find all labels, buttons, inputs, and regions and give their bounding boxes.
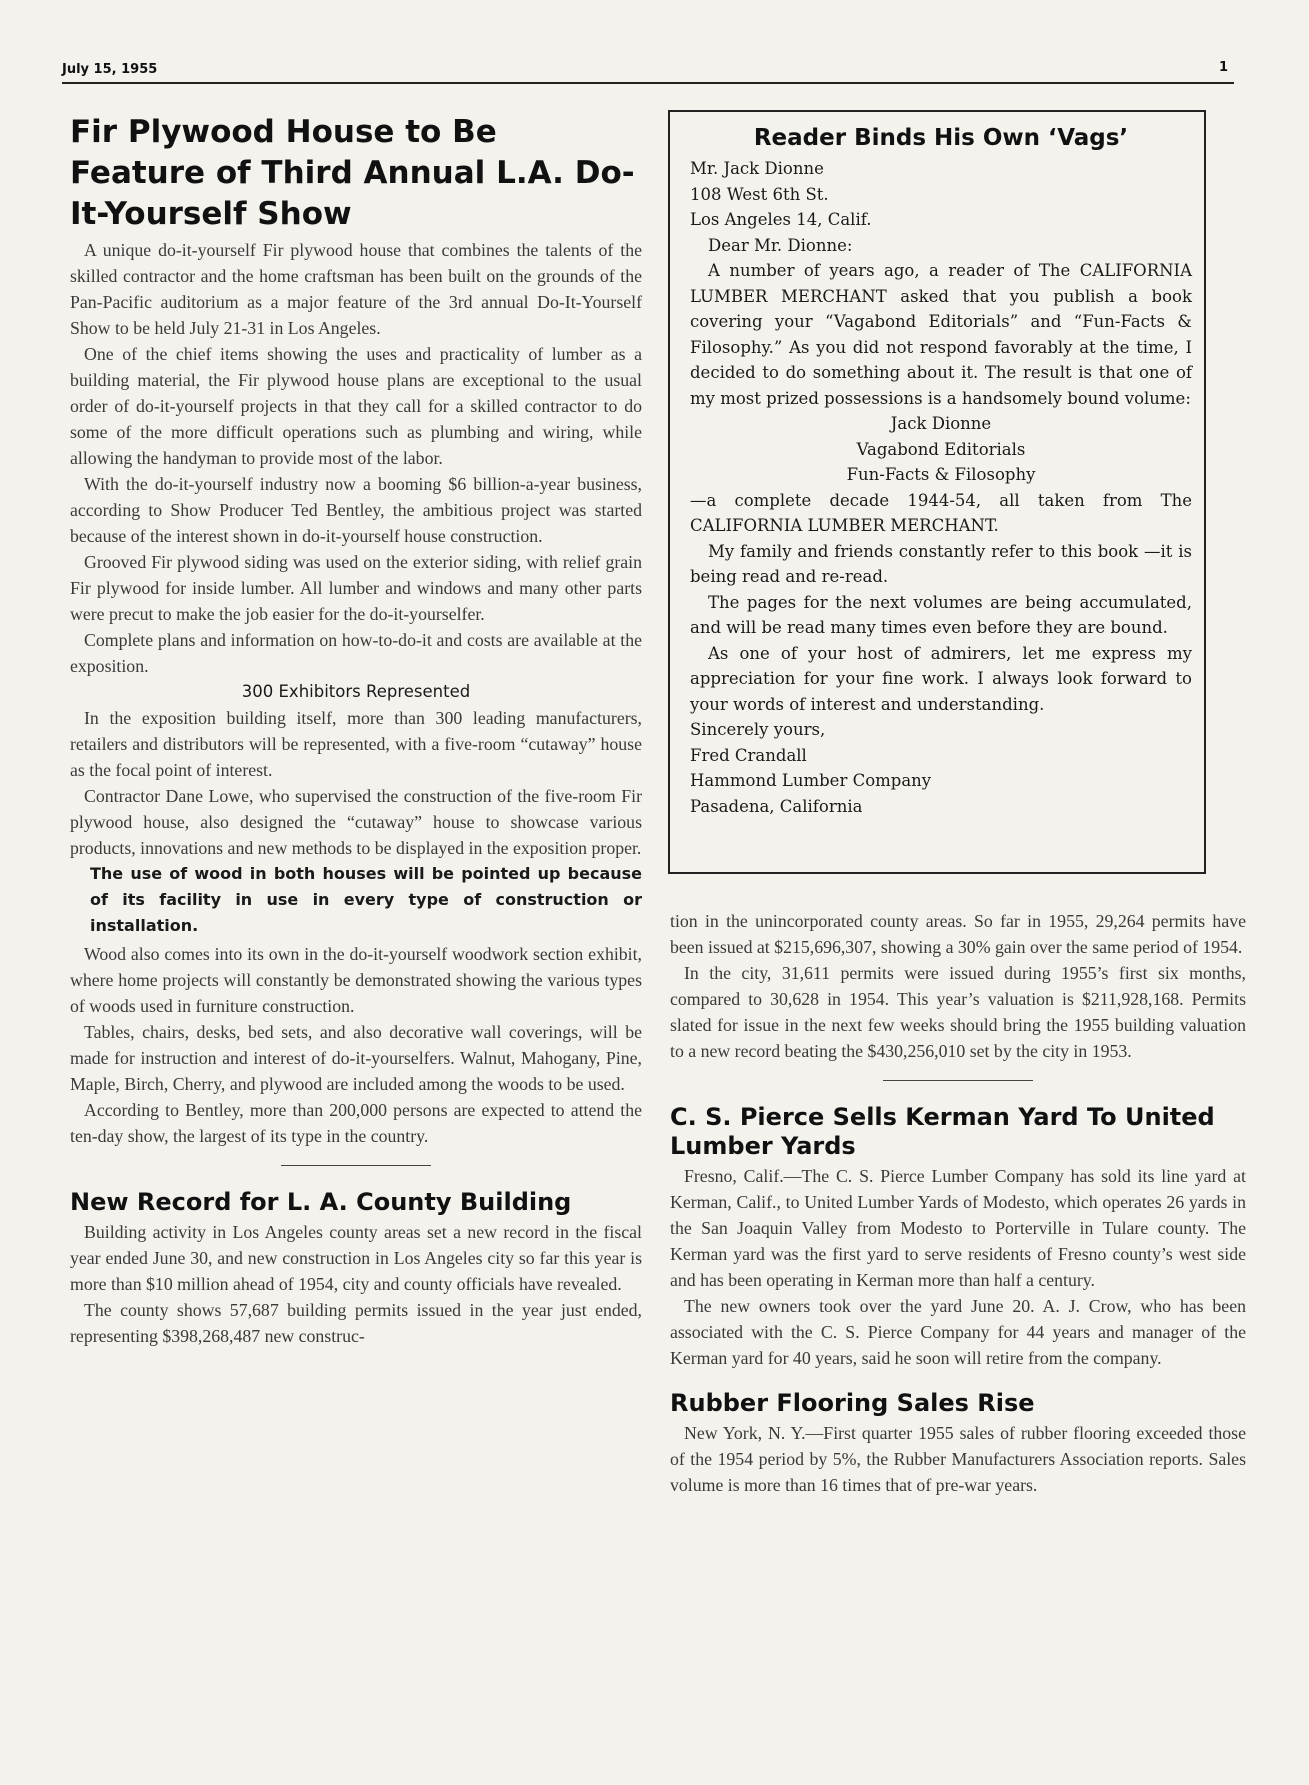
article-paragraph: Grooved Fir plywood siding was used on the exterior siding, with relief grain Fir plywood for inside lumber. All lumber and windows and many other parts were precut to make the job easier for the do-it-yourselfer. — [70, 552, 642, 624]
signature-location: Pasadena, California — [690, 796, 863, 816]
address-line: Los Angeles 14, Calif. — [690, 210, 872, 229]
article-paragraph: Wood also comes into its own in the do-it-yourself woodwork section exhibit, where home projects will constantly be demonstrated showing the various types of woods used in furniture construction. — [70, 944, 642, 1016]
article-headline-fir-plywood: Fir Plywood House to Be Feature of Third Annual L.A. Do-It-Yourself Show — [70, 114, 635, 232]
article-continuation: tion in the unincorporated county areas. So far in 1955, 29,264 permits have been issued at $215,696,307, showing a 30% gain over the same period of 1954. — [670, 911, 1246, 957]
article-headline-la-county: New Record for L. A. County Building — [70, 1188, 572, 1216]
article-paragraph: In the city, 31,611 permits were issued during 1955’s first six months, compared to 30,628 in 1954. This year’s valuation is $211,928,168. Permits slated for issue in the next few weeks should bring the 1955 building valuation to a new record beating the $430,256,010 set by the city in 1953. — [670, 963, 1246, 1061]
letter-paragraph: My family and friends constantly refer to this book —it is being read and re-read. — [690, 541, 1192, 586]
issue-date: July 15, 1955 — [62, 62, 158, 77]
signature-name: Fred Crandall — [690, 745, 807, 765]
closing-line: Sincerely yours, — [690, 720, 826, 739]
article-paragraph: Fresno, Calif.—The C. S. Pierce Lumber Company has sold its line yard at Kerman, Calif., to United Lumber Yards of Modesto, which operates 26 yards in the San Joaquin Valley from Modesto to Porterville in Tulare county. The Kerman yard was the first yard to serve residents of Fresno county’s west side and has been operating in Kerman more than half a century. — [670, 1166, 1246, 1290]
letter-paragraph: A number of years ago, a reader of The CALIFORNIA LUMBER MERCHANT asked that you publish a book covering your “Vagabond Editorials” and “Fun-Facts & Filosophy.” As you did not respond favorably at the time, I decided to do something about it. The result is that one of my most prized possessions is a handsomely bound volume: — [690, 261, 1192, 408]
section-divider — [281, 1165, 431, 1166]
left-column — [70, 112, 642, 1349]
article-paragraph: New York, N. Y.—First quarter 1955 sales of rubber flooring exceeded those of the 1954 period by 5%, the Rubber Manufacturers Association reports. Sales volume is more than 16 times that of pre-war years. — [670, 1423, 1246, 1495]
article-paragraph: Tables, chairs, desks, bed sets, and also decorative wall coverings, will be made for instruction and interest of do-it-yourselfers. Walnut, Mahogany, Pine, Maple, Birch, Cherry, and plywood are included among the woods to be used. — [70, 1022, 642, 1094]
section-divider — [883, 1080, 1033, 1081]
page-number: 1 — [1218, 60, 1228, 75]
letter-paragraph: —a complete decade 1944-54, all taken from The CALIFORNIA LUMBER MERCHANT. — [690, 490, 1192, 535]
article-paragraph: According to Bentley, more than 200,000 persons are expected to attend the ten-day show, the largest of its type in the country. — [70, 1100, 642, 1146]
article-headline-rubber-flooring: Rubber Flooring Sales Rise — [670, 1389, 1035, 1417]
article-paragraph: The county shows 57,687 building permits issued in the year just ended, representing $398,268,487 new construc- — [70, 1300, 642, 1346]
bold-callout-paragraph: The use of wood in both houses will be pointed up because of its facility in use in every type of construction or installation. — [90, 864, 642, 935]
article-paragraph: One of the chief items showing the uses and practicality of lumber as a building material, the Fir plywood house plans are exceptional to the usual order of do-it-yourself projects in that they call for a skilled contractor to do some of the more difficult operations such as plumbing and wiring, while allowing the handyman to provide most of the labor. — [70, 344, 642, 468]
article-headline-pierce: C. S. Pierce Sells Kerman Yard To United Lumber Yards — [670, 1103, 1215, 1160]
article-paragraph: A unique do-it-yourself Fir plywood house that combines the talents of the skilled contractor and the home craftsman has been built on the grounds of the Pan-Pacific auditorium as a major feature of the 3rd annual Do-It-Yourself Show to be held July 21-31 in Los Angeles. — [70, 240, 642, 338]
article-paragraph: With the do-it-yourself industry now a booming $6 billion-a-year business, according to Show Producer Ted Bentley, the ambitious project was started because of the interest shown in do-it-yourself house construction. — [70, 474, 642, 546]
book-title-line: Vagabond Editorials — [856, 439, 1026, 459]
page-header — [62, 60, 1234, 84]
book-title-line: Jack Dionne — [890, 414, 992, 433]
article-paragraph: Contractor Dane Lowe, who supervised the construction of the five-room Fir plywood house, also designed the “cutaway” house to showcase various products, innovations and new methods to be displayed in the exposition proper. — [70, 786, 642, 858]
article-paragraph: In the exposition building itself, more than 300 leading manufacturers, retailers and distributors will be represented, with a five-room “cutaway” house as the focal point of interest. — [70, 708, 642, 780]
letter-title: Reader Binds His Own ‘Vags’ — [753, 125, 1129, 151]
address-line: Mr. Jack Dionne — [690, 159, 824, 178]
book-title-line: Fun-Facts & Filosophy — [846, 465, 1036, 484]
article-paragraph: Building activity in Los Angeles county areas set a new record in the fiscal year ended June 30, and new construction in Los Angeles city so far this year is more than $10 million ahead of 1954, city and county officials have revealed. — [70, 1222, 642, 1294]
letter-box — [668, 110, 1206, 874]
letter-paragraph: The pages for the next volumes are being accumulated, and will be read many times even before they are bound. — [690, 592, 1192, 637]
right-column — [670, 908, 1246, 1498]
article-paragraph: Complete plans and information on how-to-do-it and costs are available at the exposition. — [70, 630, 642, 676]
letter-paragraph: As one of your host of admirers, let me express my appreciation for your fine work. I always look forward to your words of interest and understanding. — [690, 643, 1192, 714]
signature-company: Hammond Lumber Company — [690, 771, 932, 790]
article-paragraph: The new owners took over the yard June 20. A. J. Crow, who has been associated with the C. S. Pierce Company for 44 years and manager of the Kerman yard for 40 years, said he soon will retire from the company. — [670, 1296, 1246, 1368]
section-subhead: 300 Exhibitors Represented — [241, 682, 471, 701]
address-line: 108 West 6th St. — [690, 184, 829, 204]
salutation: Dear Mr. Dionne: — [708, 235, 853, 255]
